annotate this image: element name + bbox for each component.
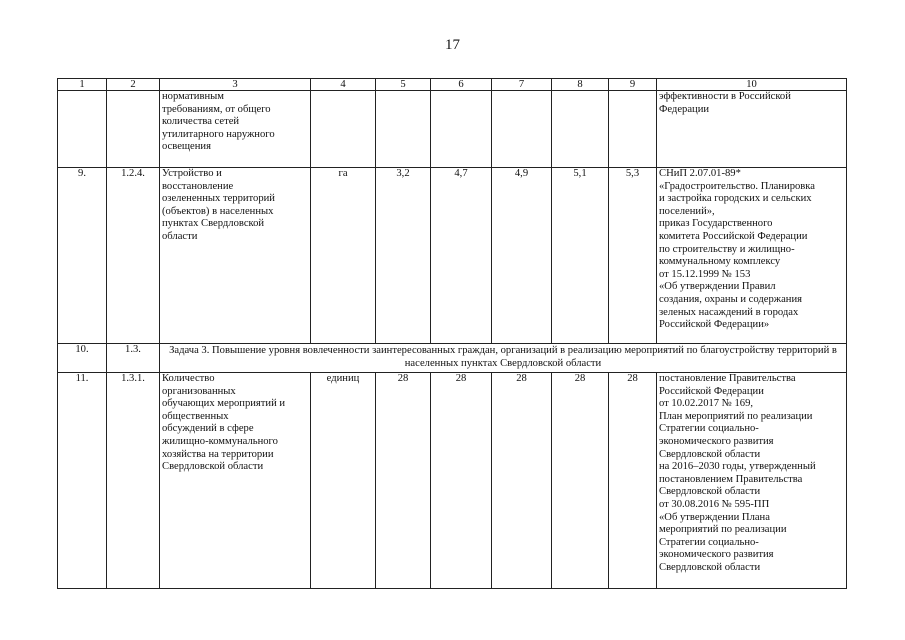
value-cell: 28 xyxy=(376,373,431,589)
header-cell: 2 xyxy=(107,79,160,91)
table-cell: эффективности в Российской Федерации xyxy=(657,91,847,168)
task-heading-cell: Задача 3. Повышение уровня вовлеченности заинтересованных граждан, организаций в реализацию мероприятий по благоустройству территорий в населенных пунктах Свердловской области xyxy=(160,344,847,373)
table-cell xyxy=(58,91,107,168)
header-cell: 8 xyxy=(552,79,609,91)
row-number-cell: 9. xyxy=(58,168,107,344)
table-cell xyxy=(431,91,492,168)
indicators-table xyxy=(57,78,847,589)
header-cell: 6 xyxy=(431,79,492,91)
value-cell: 28 xyxy=(609,373,657,589)
code-cell: 1.2.4. xyxy=(107,168,160,344)
source-cell: постановление Правительства Российской Федерации от 10.02.2017 № 169, План мероприятий по реализации Стратегии социально- экономического развития Свердловской области на 2016–2030 годы, утвержденный постановлением Правительства Свердловской области от 30.08.2016 № 595-ПП «Об утверждении Плана мероприятий по реализации Стратегии социально- экономического развития Свердловской области xyxy=(657,373,847,589)
table-row xyxy=(58,91,847,168)
header-row xyxy=(58,79,847,91)
row-number-cell: 11. xyxy=(58,373,107,589)
value-cell: 3,2 xyxy=(376,168,431,344)
unit-cell: га xyxy=(311,168,376,344)
table-cell xyxy=(376,91,431,168)
header-cell: 10 xyxy=(657,79,847,91)
code-cell: 1.3. xyxy=(107,344,160,373)
value-cell: 5,3 xyxy=(609,168,657,344)
value-cell: 28 xyxy=(552,373,609,589)
value-cell: 4,7 xyxy=(431,168,492,344)
value-cell: 5,1 xyxy=(552,168,609,344)
header-cell: 9 xyxy=(609,79,657,91)
header-cell: 3 xyxy=(160,79,311,91)
header-cell: 7 xyxy=(492,79,552,91)
page-number: 17 xyxy=(445,37,460,53)
code-cell: 1.3.1. xyxy=(107,373,160,589)
indicator-name-cell: Количество организованных обучающих мероприятий и общественных обсуждений в сфере жилищно-коммунального хозяйства на территории Свердловской области xyxy=(160,373,311,589)
value-cell: 4,9 xyxy=(492,168,552,344)
source-cell: СНиП 2.07.01-89* «Градостроительство. Планировка и застройка городских и сельских поселений», приказ Государственного комитета Российской Федерации по строительству и жилищно- коммунальному комплексу от 15.12.1999 № 153 «Об утверждении Правил создания, охраны и содержания зеленых насаждений в городах Российской Федерации» xyxy=(657,168,847,344)
table-cell xyxy=(609,91,657,168)
header-cell: 4 xyxy=(311,79,376,91)
task-row xyxy=(58,344,847,373)
indicator-name-cell: Устройство и восстановление озелененных территорий (объектов) в населенных пунктах Свердловской области xyxy=(160,168,311,344)
table-cell xyxy=(107,91,160,168)
table-row xyxy=(58,373,847,589)
unit-cell: единиц xyxy=(311,373,376,589)
table-cell: нормативным требованиям, от общего количества сетей утилитарного наружного освещения xyxy=(160,91,311,168)
header-cell: 5 xyxy=(376,79,431,91)
header-cell: 1 xyxy=(58,79,107,91)
table-cell xyxy=(492,91,552,168)
value-cell: 28 xyxy=(431,373,492,589)
table-cell xyxy=(552,91,609,168)
value-cell: 28 xyxy=(492,373,552,589)
table-cell xyxy=(311,91,376,168)
row-number-cell: 10. xyxy=(58,344,107,373)
table-row xyxy=(58,168,847,344)
